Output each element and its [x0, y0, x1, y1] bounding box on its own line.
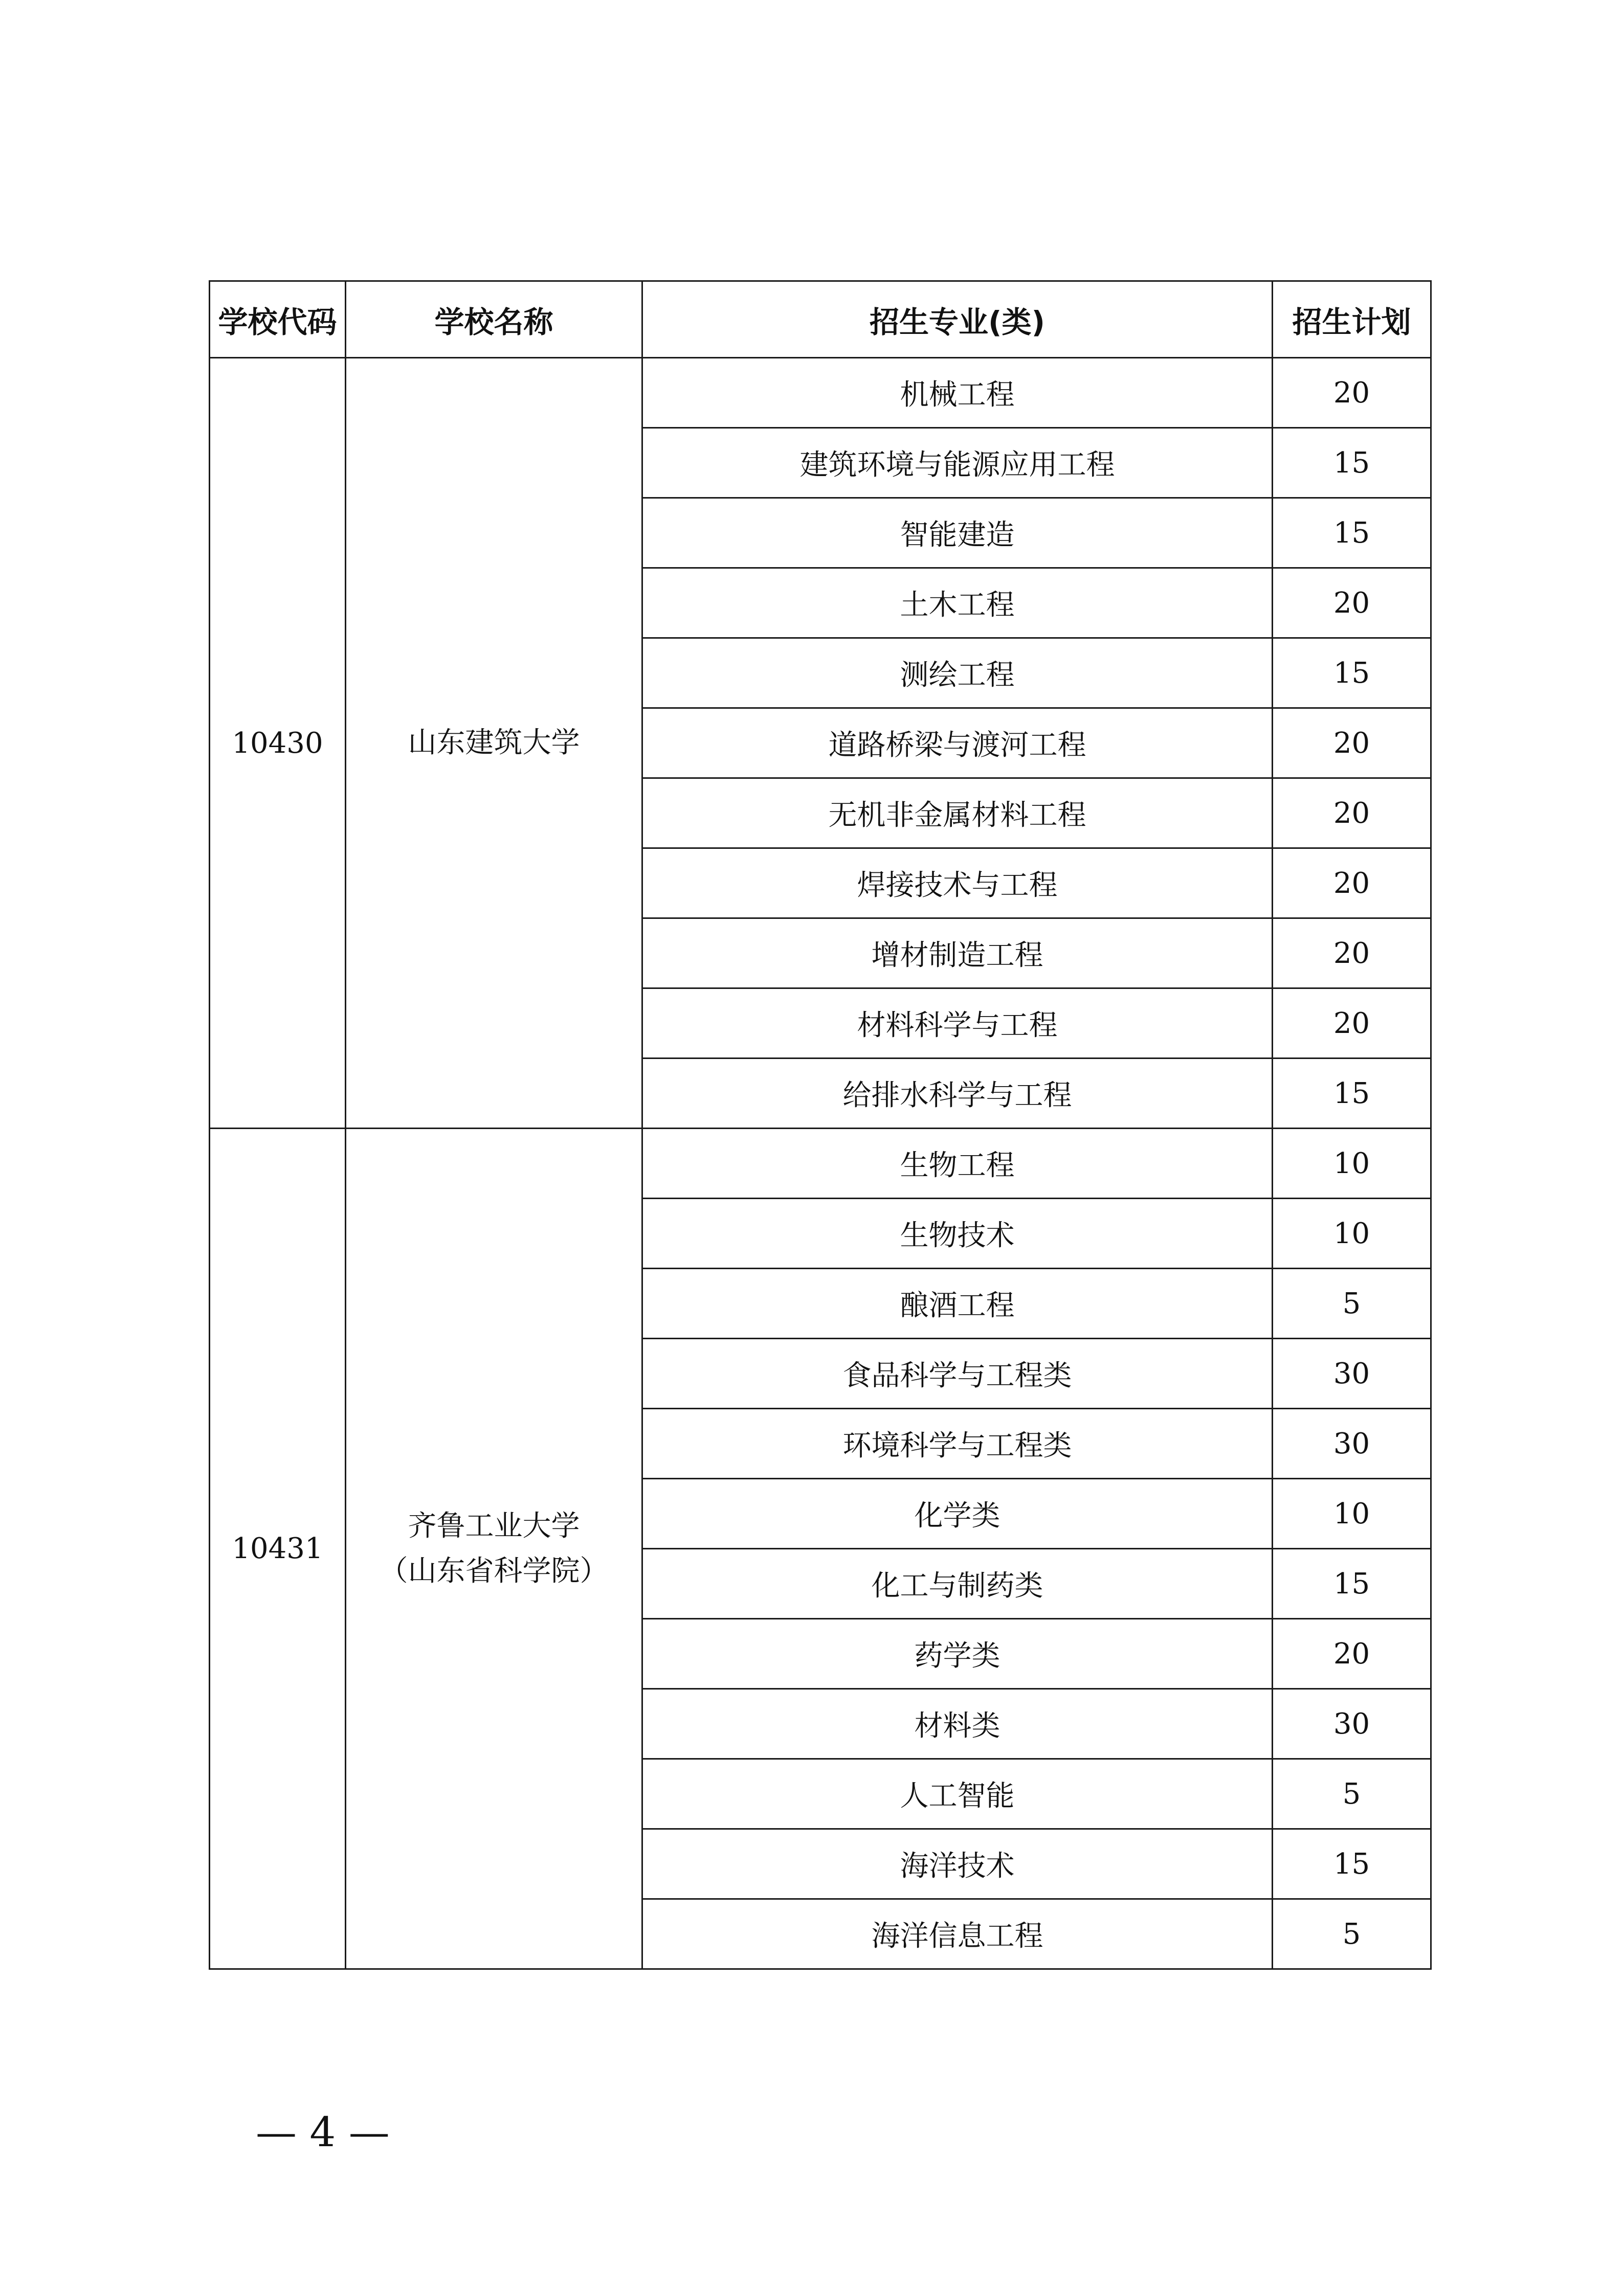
plan-cell: 20 — [1273, 988, 1431, 1059]
school-name-subtitle: （山东省科学院） — [379, 1554, 609, 1588]
header-major: 招生专业(类) — [642, 281, 1273, 358]
plan-cell: 30 — [1273, 1409, 1431, 1479]
major-cell: 道路桥梁与渡河工程 — [642, 708, 1273, 778]
page-number: — 4 — — [256, 2108, 390, 2156]
major-cell: 给排水科学与工程 — [642, 1059, 1273, 1129]
plan-cell: 15 — [1273, 638, 1431, 708]
major-cell: 环境科学与工程类 — [642, 1409, 1273, 1479]
major-cell: 材料类 — [642, 1689, 1273, 1759]
plan-cell: 15 — [1273, 1059, 1431, 1129]
major-cell: 生物工程 — [642, 1129, 1273, 1199]
major-cell: 智能建造 — [642, 498, 1273, 568]
plan-cell: 15 — [1273, 498, 1431, 568]
major-cell: 化工与制药类 — [642, 1549, 1273, 1619]
plan-cell: 5 — [1273, 1759, 1431, 1829]
plan-cell: 20 — [1273, 708, 1431, 778]
admissions-plan-table — [209, 280, 1432, 1970]
plan-cell: 5 — [1273, 1269, 1431, 1339]
major-cell: 土木工程 — [642, 568, 1273, 638]
header-school-code: 学校代码 — [210, 281, 346, 358]
plan-cell: 30 — [1273, 1339, 1431, 1409]
header-enrollment-plan: 招生计划 — [1273, 281, 1431, 358]
school-name: 山东建筑大学 — [408, 726, 580, 759]
major-cell: 测绘工程 — [642, 638, 1273, 708]
plan-cell: 5 — [1273, 1899, 1431, 1969]
school-code-cell: 10431 — [210, 1129, 346, 1969]
school-code-cell: 10430 — [210, 358, 346, 1129]
plan-cell: 20 — [1273, 848, 1431, 918]
major-cell: 焊接技术与工程 — [642, 848, 1273, 918]
major-cell: 海洋信息工程 — [642, 1899, 1273, 1969]
plan-cell: 10 — [1273, 1129, 1431, 1199]
table-header-row — [210, 281, 1431, 358]
plan-cell: 20 — [1273, 778, 1431, 848]
major-cell: 食品科学与工程类 — [642, 1339, 1273, 1409]
major-cell: 化学类 — [642, 1479, 1273, 1549]
plan-cell: 10 — [1273, 1199, 1431, 1269]
plan-cell: 15 — [1273, 1549, 1431, 1619]
major-cell: 增材制造工程 — [642, 918, 1273, 988]
plan-cell: 15 — [1273, 1829, 1431, 1899]
school-name-cell — [346, 358, 642, 1129]
plan-cell: 20 — [1273, 568, 1431, 638]
major-cell: 药学类 — [642, 1619, 1273, 1689]
table-row — [210, 358, 1431, 428]
major-cell: 生物技术 — [642, 1199, 1273, 1269]
major-cell: 酿酒工程 — [642, 1269, 1273, 1339]
plan-cell: 15 — [1273, 428, 1431, 498]
major-cell: 机械工程 — [642, 358, 1273, 428]
school-name-cell — [346, 1129, 642, 1969]
plan-cell: 20 — [1273, 918, 1431, 988]
table-row — [210, 1129, 1431, 1199]
major-cell: 无机非金属材料工程 — [642, 778, 1273, 848]
major-cell: 海洋技术 — [642, 1829, 1273, 1899]
plan-cell: 20 — [1273, 1619, 1431, 1689]
plan-cell: 30 — [1273, 1689, 1431, 1759]
plan-cell: 20 — [1273, 358, 1431, 428]
table-body — [210, 358, 1431, 1969]
plan-cell: 10 — [1273, 1479, 1431, 1549]
header-school-name: 学校名称 — [346, 281, 642, 358]
major-cell: 建筑环境与能源应用工程 — [642, 428, 1273, 498]
school-name: 齐鲁工业大学 — [408, 1509, 580, 1543]
major-cell: 人工智能 — [642, 1759, 1273, 1829]
major-cell: 材料科学与工程 — [642, 988, 1273, 1059]
